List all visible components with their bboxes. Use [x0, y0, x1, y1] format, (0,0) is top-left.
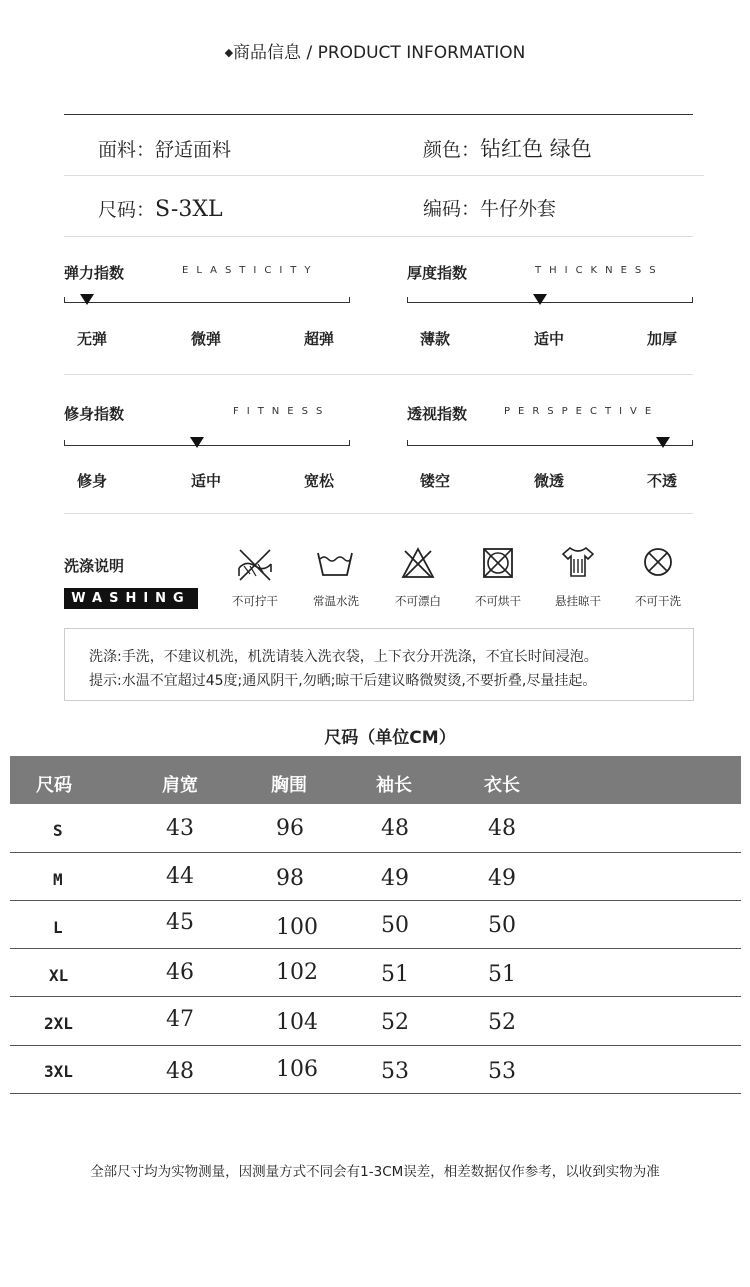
table-cell-chest: 100 — [276, 915, 318, 940]
elasticity-scale — [64, 297, 350, 303]
size-value: S-3XL — [155, 197, 223, 222]
thickness-tick-mid: 适中 — [534, 330, 565, 348]
elasticity-tick-mid: 微弹 — [191, 330, 222, 348]
table-cell-length: 49 — [488, 866, 516, 891]
table-cell-sleeve: 49 — [381, 866, 409, 891]
normal-temp-wash-caption: 常温水洗 — [313, 594, 359, 608]
table-row-divider — [10, 1093, 741, 1094]
thickness-en-label: THICKNESS — [535, 265, 664, 276]
code-info — [423, 194, 556, 221]
fitness-marker — [190, 437, 204, 448]
table-cell-chest: 96 — [276, 816, 304, 841]
care-notes-box — [64, 628, 694, 701]
table-row-divider — [10, 852, 741, 853]
table-cell-size: 3XL — [44, 1062, 73, 1081]
elasticity-tick-low: 无弹 — [77, 330, 108, 348]
care-note-wash: 洗涤:手洗，不建议机洗，机洗请装入洗衣袋，上下衣分开洗涤，不宜长时间浸泡。 — [89, 649, 598, 665]
index-divider — [64, 374, 693, 375]
elasticity-en-label: ELASTICITY — [182, 265, 319, 276]
thickness-scale — [407, 297, 693, 303]
hang-dry-caption: 悬挂晾干 — [555, 594, 601, 608]
table-cell-shoulder: 47 — [166, 1007, 194, 1032]
thickness-tick-low: 薄款 — [420, 330, 451, 348]
table-cell-size: 2XL — [44, 1014, 73, 1033]
fitness-label: 修身指数 — [64, 405, 125, 423]
header-chest: 胸围 — [271, 775, 307, 796]
washing-label: 洗涤说明 — [64, 557, 125, 575]
washing-badge: WASHING — [64, 588, 198, 609]
thickness-marker — [533, 294, 547, 305]
size-table-title: 尺码（单位CM） — [324, 728, 456, 748]
table-cell-sleeve: 52 — [381, 1010, 409, 1035]
fabric-info: 面料：舒适面料 — [98, 139, 232, 161]
care-note-tip: 提示:水温不宜超过45度;通风阴干,勿晒;晾干后建议略微熨烫,不要折叠,尽量挂起。 — [89, 673, 597, 689]
color-label: 颜色： — [423, 139, 481, 161]
fitness-tick-mid: 适中 — [191, 472, 222, 490]
table-cell-size: M — [53, 870, 63, 889]
table-row-divider — [10, 996, 741, 997]
index-divider-2 — [64, 513, 693, 514]
table-cell-length: 48 — [488, 816, 516, 841]
header-size: 尺码 — [36, 775, 72, 796]
perspective-en-label: PERSPECTIVE — [504, 406, 660, 417]
header-length: 衣长 — [484, 775, 520, 796]
table-cell-size: S — [53, 821, 63, 840]
code-value: 牛仔外套 — [480, 198, 557, 220]
table-cell-shoulder: 48 — [166, 1059, 194, 1084]
perspective-tick-mid: 微透 — [534, 472, 565, 490]
no-dry-clean-caption: 不可干洗 — [635, 594, 681, 608]
perspective-label: 透视指数 — [407, 405, 468, 423]
perspective-marker — [656, 437, 670, 448]
header-sleeve: 袖长 — [376, 775, 412, 796]
table-cell-shoulder: 43 — [166, 816, 194, 841]
table-cell-sleeve: 48 — [381, 816, 409, 841]
elasticity-tick-high: 超弹 — [304, 330, 335, 348]
table-cell-length: 52 — [488, 1010, 516, 1035]
measurement-disclaimer: 全部尺寸均为实物测量，因测量方式不同会有1-3CM误差，相差数据仅作参考，以收到实物为准 — [90, 1164, 660, 1180]
fitness-scale — [64, 440, 350, 446]
table-cell-chest: 106 — [276, 1057, 318, 1082]
size-label: 尺码： — [98, 199, 156, 221]
table-row-divider — [10, 1045, 741, 1046]
code-label: 编码： — [423, 198, 481, 220]
table-cell-chest: 104 — [276, 1010, 318, 1035]
table-cell-chest: 98 — [276, 866, 304, 891]
perspective-scale — [407, 440, 693, 446]
hang-dry-icon — [560, 545, 596, 579]
color-info — [423, 133, 592, 163]
perspective-tick-low: 镂空 — [420, 472, 451, 490]
info-divider — [64, 175, 704, 176]
page-title-text: 商品信息 / PRODUCT INFORMATION — [233, 43, 526, 63]
table-cell-length: 53 — [488, 1059, 516, 1084]
table-cell-shoulder: 45 — [166, 910, 194, 935]
no-tumble-dry-caption: 不可烘干 — [475, 594, 521, 608]
fitness-tick-high: 宽松 — [304, 472, 335, 490]
table-cell-sleeve: 51 — [381, 962, 409, 987]
table-cell-sleeve: 50 — [381, 913, 409, 938]
perspective-tick-high: 不透 — [647, 472, 678, 490]
header-shoulder: 肩宽 — [162, 775, 198, 796]
fitness-en-label: FITNESS — [233, 406, 331, 417]
normal-temp-wash-icon — [316, 549, 354, 579]
no-wring-caption: 不可拧干 — [232, 594, 278, 608]
thickness-label: 厚度指数 — [407, 264, 468, 282]
color-value: 钻红色 绿色 — [480, 137, 592, 161]
table-cell-shoulder: 46 — [166, 960, 194, 985]
thickness-tick-high: 加厚 — [647, 330, 678, 348]
info-divider-2 — [64, 236, 693, 237]
fitness-tick-low: 修身 — [77, 472, 108, 490]
table-cell-sleeve: 53 — [381, 1059, 409, 1084]
elasticity-marker — [80, 294, 94, 305]
table-cell-size: XL — [49, 966, 69, 985]
table-row-divider — [10, 948, 741, 949]
no-dry-clean-icon — [641, 545, 675, 579]
table-cell-shoulder: 44 — [166, 864, 194, 889]
table-cell-chest: 102 — [276, 960, 318, 985]
table-cell-length: 51 — [488, 962, 516, 987]
size-info — [98, 195, 223, 222]
size-table-header — [10, 756, 741, 804]
table-row-divider — [10, 900, 741, 901]
page-title — [0, 38, 750, 63]
no-bleach-caption: 不可漂白 — [395, 594, 441, 608]
no-bleach-icon — [400, 546, 436, 580]
no-tumble-dry-icon — [481, 546, 515, 580]
diamond-bullet-icon: ◆ — [224, 46, 234, 59]
table-cell-size: L — [53, 918, 63, 937]
title-divider — [64, 114, 693, 115]
table-cell-length: 50 — [488, 913, 516, 938]
elasticity-label: 弹力指数 — [64, 264, 125, 282]
no-wring-icon — [236, 546, 274, 584]
